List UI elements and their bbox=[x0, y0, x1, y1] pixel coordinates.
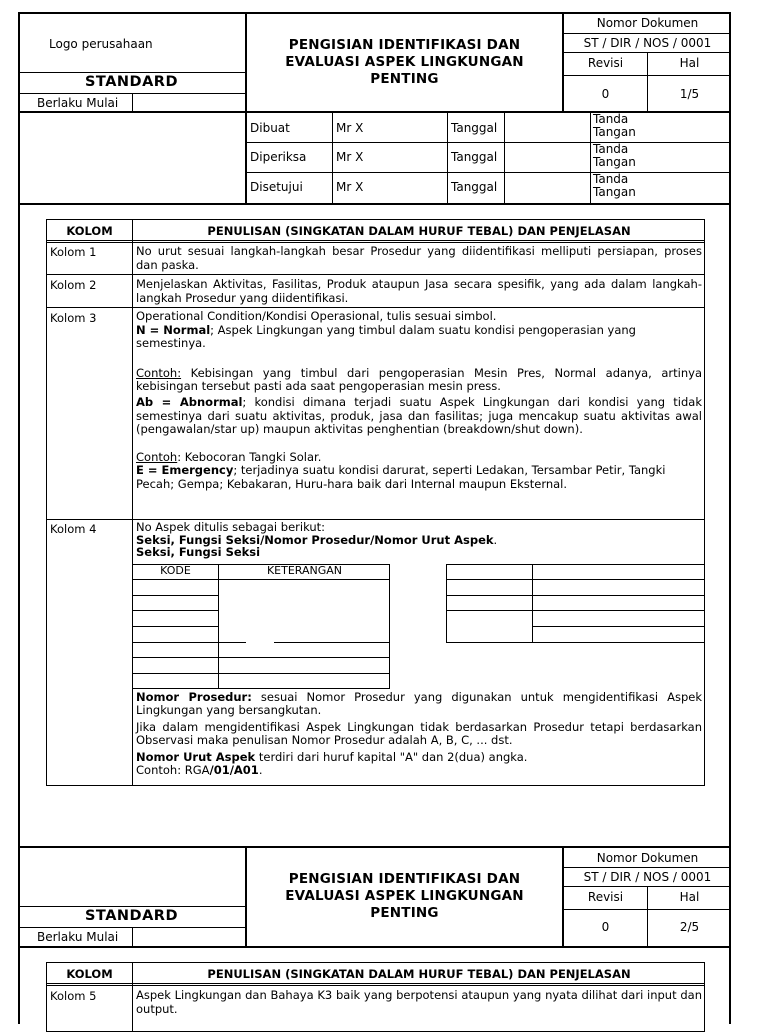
k3-normal-bold: N = Normal bbox=[136, 322, 211, 337]
kolom-2-label: Kolom 2 bbox=[50, 278, 97, 292]
approval-disetujui-label: Disetujui bbox=[250, 180, 303, 194]
kode-grid-rule bbox=[132, 673, 390, 674]
nomor-dokumen-value: ST / DIR / NOS / 0001 bbox=[583, 36, 712, 50]
kolom-table-row-rule bbox=[46, 240, 705, 241]
header2-rule bbox=[563, 867, 731, 868]
revisi-label: Revisi bbox=[587, 56, 624, 70]
k3-contoh1-text: Kebisingan yang timbul dari pengoperasian Mesin Pres, Normal adanya, artinya kebisingan tersebut pasti ada saat pengoperasian mesin press. bbox=[136, 365, 702, 394]
observasi-note: Jika dalam mengidentifikasi Aspek Lingkungan tidak berdasarkan Prosedur tetapi berdasarkan Observasi maka penulisan Nomor Prosedur adalah A, B, C, ... dst. bbox=[136, 719, 702, 748]
document-title-2 bbox=[247, 871, 562, 922]
kolom-5-text: Aspek Lingkungan dan Bahaya K3 baik yang berpotensi ataupun yang nyata dilihat dari input dan output. bbox=[136, 988, 702, 1016]
nua-text: terdiri dari huruf kapital "A" dan 2(dua) angka. bbox=[255, 749, 528, 764]
nomor-dokumen-value-2: ST / DIR / NOS / 0001 bbox=[583, 870, 712, 884]
header2-top-border bbox=[18, 846, 731, 848]
k3-contoh1-label: Contoh: bbox=[136, 365, 182, 380]
document-title bbox=[247, 37, 562, 88]
nomor-prosedur-note bbox=[136, 691, 702, 718]
header2-bottom-border bbox=[18, 946, 731, 948]
approval-disetujui-ttd-2: Tangan bbox=[593, 185, 636, 199]
kolom-1-label: Kolom 1 bbox=[50, 245, 97, 259]
contoh3-text: Contoh: RGA bbox=[136, 763, 210, 778]
kolom-header-2: KOLOM bbox=[66, 967, 113, 981]
nomor-dokumen-label-2: Nomor Dokumen bbox=[596, 851, 699, 865]
kode-grid-rule bbox=[132, 657, 390, 658]
approval-disetujui-ttd-1: Tanda bbox=[593, 172, 629, 186]
k3-emergency-bold: E = Emergency bbox=[136, 463, 234, 478]
kolom-table-2-row-rule bbox=[46, 985, 705, 986]
header2-cell-divider bbox=[132, 927, 133, 946]
revisi-label-2: Revisi bbox=[587, 890, 624, 904]
k3-normal-text: ; Aspek Lingkungan yang timbul dalam suatu kondisi pengoperasian yang semestinya. bbox=[136, 322, 636, 351]
contoh3-dot: . bbox=[258, 763, 263, 778]
header1-rule bbox=[563, 75, 731, 76]
approval-diperiksa-tanggal: Tanggal bbox=[451, 150, 498, 164]
approval-disetujui-name: Mr X bbox=[336, 180, 364, 194]
kolom-table-row-rule bbox=[46, 274, 705, 275]
nua-bold: Nomor Urut Aspek bbox=[136, 749, 256, 764]
approval-row-rule bbox=[246, 172, 731, 173]
kolom-4-intro bbox=[136, 521, 702, 559]
k3-emergency-text: ; terjadinya suatu kondisi darurat, seperti Ledakan, Tersambar Petir, Tangki Pecah; Gempa; Kebakaran, Huru-hara baik dari Internal maupun Eksternal. bbox=[136, 463, 666, 491]
kode-grid-rule bbox=[132, 642, 246, 643]
approval-dibuat-name: Mr X bbox=[336, 121, 364, 135]
approval-col-divider bbox=[504, 111, 505, 203]
approval-dibuat-ttd-1: Tanda bbox=[593, 112, 629, 126]
kolom-5-label: Kolom 5 bbox=[50, 989, 97, 1003]
standard-label-2: STANDARD bbox=[84, 908, 179, 924]
kode-grid-rule bbox=[132, 579, 390, 580]
kolom-table-row-rule bbox=[46, 307, 705, 308]
np-bold: Nomor Prosedur: bbox=[136, 690, 252, 704]
logo-placeholder: Logo perusahaan bbox=[49, 37, 153, 51]
title-line-1: PENGISIAN IDENTIFIKASI DAN bbox=[288, 37, 521, 53]
k3-emergency bbox=[136, 464, 702, 491]
kode-grid-right-rule bbox=[532, 610, 704, 611]
kode-grid-right-divider bbox=[532, 564, 533, 643]
k3-abnormal bbox=[136, 396, 702, 437]
k3-line1: Operational Condition/Kondisi Operasional, tulis sesuai simbol. bbox=[136, 309, 497, 323]
approval-col-divider bbox=[447, 111, 448, 203]
revisi-value-2: 0 bbox=[601, 920, 610, 934]
kode-grid-right-rule bbox=[446, 610, 532, 611]
hal-value: 1/5 bbox=[679, 87, 700, 101]
approval-disetujui-tanggal: Tanggal bbox=[451, 180, 498, 194]
keterangan-header: KETERANGAN bbox=[266, 564, 343, 577]
k4-dot: . bbox=[493, 532, 498, 547]
approval-left-border bbox=[245, 111, 247, 203]
approval-bottom-border bbox=[18, 203, 731, 205]
approval-col-divider bbox=[332, 111, 333, 203]
title2-line-3: PENTING bbox=[370, 905, 439, 921]
approval-diperiksa-label: Diperiksa bbox=[250, 150, 307, 164]
nomor-dokumen-label: Nomor Dokumen bbox=[596, 16, 699, 30]
nomor-urut-note bbox=[136, 751, 702, 764]
berlaku-mulai-label: Berlaku Mulai bbox=[37, 96, 119, 110]
k4-bold1: Seksi, Fungsi Seksi/Nomor Prosedur/Nomor Urut Aspek bbox=[136, 532, 494, 547]
kode-grid-rule bbox=[132, 626, 218, 627]
kode-grid-rule bbox=[132, 610, 218, 611]
hal-value-2: 2/5 bbox=[679, 920, 700, 934]
kolom-table-col-divider bbox=[132, 219, 133, 786]
kode-grid-right-rule bbox=[446, 579, 704, 580]
standard-label: STANDARD bbox=[84, 74, 179, 90]
approval-dibuat-label: Dibuat bbox=[250, 121, 290, 135]
k3-contoh2-text: : Kebocoran Tangki Solar. bbox=[177, 449, 322, 464]
header1-cell-divider bbox=[132, 93, 133, 111]
title-line-3: PENTING bbox=[370, 71, 439, 87]
hal-label-2: Hal bbox=[679, 890, 700, 904]
k4-bold2: Seksi, Fungsi Seksi bbox=[136, 545, 261, 559]
contoh3-note bbox=[136, 764, 702, 776]
approval-dibuat-ttd-2: Tangan bbox=[593, 125, 636, 139]
header1-rule bbox=[18, 72, 245, 73]
berlaku-mulai-label-2: Berlaku Mulai bbox=[37, 930, 119, 944]
approval-col-divider bbox=[590, 111, 591, 203]
header1-rule bbox=[563, 33, 731, 34]
np-text: sesuai Nomor Prosedur yang digunakan untuk mengidentifikasi Aspek Lingkungan yang bersangkutan. bbox=[136, 690, 703, 718]
contoh3-bold: /01/A01 bbox=[209, 763, 259, 778]
approval-dibuat-tanggal: Tanggal bbox=[451, 121, 498, 135]
title2-line-2: EVALUASI ASPEK LINGKUNGAN bbox=[285, 888, 524, 904]
approval-diperiksa-name: Mr X bbox=[336, 150, 364, 164]
hal-label: Hal bbox=[679, 56, 700, 70]
kode-header: KODE bbox=[160, 564, 191, 577]
k3-abnormal-bold: Ab = Abnormal bbox=[136, 394, 243, 409]
kolom-1-text: No urut sesuai langkah-langkah besar Prosedur yang diidentifikasi melliputi persiapan, proses dan paska. bbox=[136, 244, 702, 272]
kolom-header: KOLOM bbox=[66, 224, 113, 238]
kolom-4-notes bbox=[136, 691, 702, 776]
kolom-3-content bbox=[136, 310, 702, 492]
title-line-2: EVALUASI ASPEK LINGKUNGAN bbox=[285, 54, 524, 70]
penjelasan-header-2: PENULISAN (SINGKATAN DALAM HURUF TEBAL) DAN PENJELASAN bbox=[207, 967, 631, 981]
kolom-2-text: Menjelaskan Aktivitas, Fasilitas, Produk ataupun Jasa secara spesifik, yang ada dalam langkah-langkah Prosedur yang diidentifikasi. bbox=[136, 277, 702, 305]
revisi-value: 0 bbox=[601, 87, 610, 101]
title2-line-1: PENGISIAN IDENTIFIKASI DAN bbox=[288, 871, 521, 887]
k3-abnormal-text: ; kondisi dimana terjadi suatu Aspek Lingkungan dari kondisi yang tidak semestinya dari suatu aktivitas, produk, jasa dan fasilitas; juga mencakup suatu aktivitas awal (pengawalan/star up) maupun aktivitas penghentian (breakdown/shut down). bbox=[136, 394, 702, 437]
k3-normal bbox=[136, 324, 702, 351]
k4-line1: No Aspek ditulis sebagai berikut: bbox=[136, 520, 326, 534]
header2-rule bbox=[18, 906, 245, 907]
k3-contoh2 bbox=[136, 451, 702, 465]
approval-diperiksa-ttd-2: Tangan bbox=[593, 155, 636, 169]
kode-grid-right-rule bbox=[532, 626, 704, 627]
header2-rule bbox=[563, 909, 731, 910]
k3-contoh2-label: Contoh bbox=[136, 449, 178, 464]
k3-contoh1 bbox=[136, 367, 702, 394]
kode-grid-rule bbox=[274, 642, 390, 643]
kode-grid-right bbox=[446, 564, 704, 643]
penjelasan-header: PENULISAN (SINGKATAN DALAM HURUF TEBAL) DAN PENJELASAN bbox=[207, 224, 631, 238]
approval-diperiksa-ttd-1: Tanda bbox=[593, 142, 629, 156]
header1-top-border bbox=[18, 12, 731, 14]
kode-grid-rule bbox=[132, 595, 218, 596]
kode-grid-right-rule bbox=[446, 595, 704, 596]
kolom-3-label: Kolom 3 bbox=[50, 311, 97, 325]
approval-row-rule bbox=[246, 142, 731, 143]
kolom-table-2-row-rule bbox=[46, 983, 705, 984]
kolom-table-row-rule bbox=[46, 242, 705, 243]
kolom-4-label: Kolom 4 bbox=[50, 522, 97, 536]
kode-grid-divider bbox=[218, 564, 219, 689]
